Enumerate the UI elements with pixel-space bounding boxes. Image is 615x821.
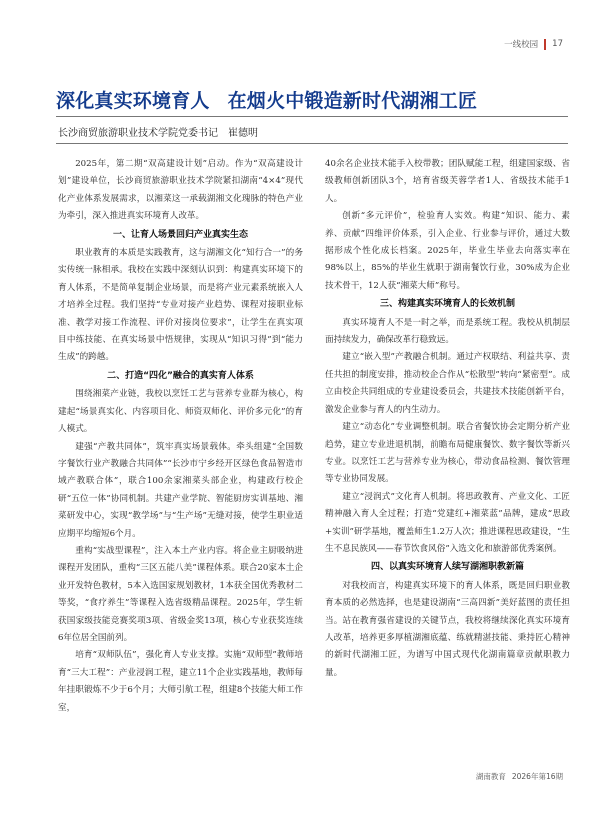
paragraph: 围绕湘菜产业链，我校以烹饪工艺与营养专业群为核心，构建起“场景真实化、内容项目化、师资双师化、评价多元化”的育人模式。 xyxy=(58,389,303,435)
author-rule xyxy=(56,143,568,144)
paragraph: 建立“浸润式”文化育人机制。将思政教育、产业文化、工匠精神融入育人全过程；打造“党建红+湘菜蓝”品牌，建成“思政+实训”研学基地，覆盖师生1.2万人次；推进课程思政建设，“生生不息民族风——春节饮食风俗”入选文化和旅游部优秀案例。 xyxy=(325,491,570,554)
title-part-1: 深化真实环境育人 xyxy=(56,90,210,112)
paragraph: 40余名企业技术能手入校带教；团队赋能工程，组建国家级、省级教师创新团队3个，培育省级芙蓉学者1人、省级技术能手1人。 xyxy=(325,159,570,204)
section-label: 一线校园 xyxy=(504,40,539,50)
paragraph: 对我校而言，构建真实环境下的育人体系，既是回归职业教育本质的必然选择，也是建设湖南“三高四新”美好蓝图的责任担当。站在教育强省建设的关键节点，我校将继续深化真实环境育人改革，培养更多厚植湖湘底蕴、练就精湛技能、秉持匠心精神的新时代湖湘工匠，为谱写中国式现代化湖南篇章贡献职教力量。 xyxy=(325,580,570,678)
paragraph: 2025年，第二期“双高建设计划”启动。作为“双高建设计划”建设单位，长沙商贸旅游职业技术学院紧扣湖南“4×4”现代化产业体系发展需求，以湘菜这一承载湖湘文化瑰脉的特色产业为牵引，深入推进真实环境育人改革。 xyxy=(58,159,303,222)
magazine-name: 湖南教育 xyxy=(475,772,506,781)
running-header xyxy=(504,38,563,50)
section-heading: 一、让育人场景回归产业真实生态 xyxy=(112,229,248,240)
section-heading: 三、构建真实环境育人的长效机制 xyxy=(379,299,515,310)
page-footer xyxy=(470,771,563,782)
paragraph: 重构“实战型课程”，注入本土产业内容。将企业主厨吸纳进课程开发团队，重构“三区五能八美”课程体系。联合20家本土企业开发特色教材，5本入选国家规划教材，1本获全国优秀教材二等奖，“食疗养生”等课程入选省级精品课程。2025年，学生斩获国家级技能竞赛奖项3项、省级金奖13项，核心专业获奖连续6年位居全国前列。 xyxy=(58,545,303,643)
right-column xyxy=(325,156,570,717)
paragraph: 培育“双师队伍”，强化育人专业支撑。实施“双师型”教师培育“三大工程”：产业浸润工程，建立11个企业实践基地，教师每年挂职锻炼不少于6个月；大师引航工程，组建8个技能大师工作室， xyxy=(58,650,303,713)
section-heading: 二、打造“四化”融合的真实育人体系 xyxy=(107,370,254,381)
paragraph: 建立“嵌入型”产教融合机制。通过产权联结、利益共享、责任共担的制度安排，推动校企合作从“松散型”转向“紧密型”。成立由校企共同组成的专业建设委员会，共建技术技能创新平台，激发企业参与育人的内生动力。 xyxy=(325,352,570,415)
title-part-2: 在烟火中锻造新时代湖湘工匠 xyxy=(227,90,478,112)
paragraph: 建立“动态化”专业调整机制。联合省餐饮协会定期分析产业趋势，建立专业进退机制，前瞻布局健康餐饮、数字餐饮等新兴专业。以烹饪工艺与营养专业为核心，带动食品检测、餐饮管理等专业协同发展。 xyxy=(325,422,570,485)
issue-label: 2026年第16期 xyxy=(511,772,563,781)
page-number: 17 xyxy=(552,39,563,49)
left-column xyxy=(58,156,303,717)
paragraph: 职业教育的本质是实践教育，这与湖湘文化“知行合一”的务实传统一脉相承。我校在实践中深刻认识到：构建真实环境下的育人体系，不是简单复制企业场景，而是将产业元素系统嵌入人才培养全过程。我们坚持“专业对接产业趋势、课程对接职业标准、教学对接工作流程、评价对接岗位要求”，让学生在真实项目中练技能、在真实场景中悟规律，实现从“知识习得”到“能力生成”的跨越。 xyxy=(58,248,303,363)
article-body xyxy=(58,156,570,717)
article-title xyxy=(56,86,576,113)
author-line: 长沙商贸旅游职业技术学院党委书记 崔德明 xyxy=(58,128,258,139)
paragraph: 真实环境育人不是一时之举，而是系统工程。我校从机制层面持续发力，确保改革行稳致远。 xyxy=(325,317,570,346)
title-rule xyxy=(56,116,568,117)
header-divider xyxy=(544,39,546,50)
section-heading: 四、以真实环境育人续写湖湘职教新篇 xyxy=(370,562,524,573)
paragraph: 创新“多元评价”，检验育人实效。构建“知识、能力、素养、贡献”四维评价体系，引入企业、行业参与评价，通过大数据形成个性化成长档案。2025年，毕业生毕业去向落实率在98%以上，85%的毕业生就职于湖南餐饮行业，30%成为企业技术骨干，12人获“湘菜大师”称号。 xyxy=(325,211,570,291)
paragraph: 建强“产教共同体”，筑牢真实场景载体。牵头组建“全国数字餐饮行业产教融合共同体”“长沙市宁乡经开区绿色食品智造市域产教联合体”，联合100余家湘菜头部企业，构建政行校企研“五位一体”协同机制。共建产业学院、智能厨房实训基地、湘菜研发中心，实现“教学场”与“生产场”无缝对接，使学生职业适应期平均缩短6个月。 xyxy=(58,441,303,539)
